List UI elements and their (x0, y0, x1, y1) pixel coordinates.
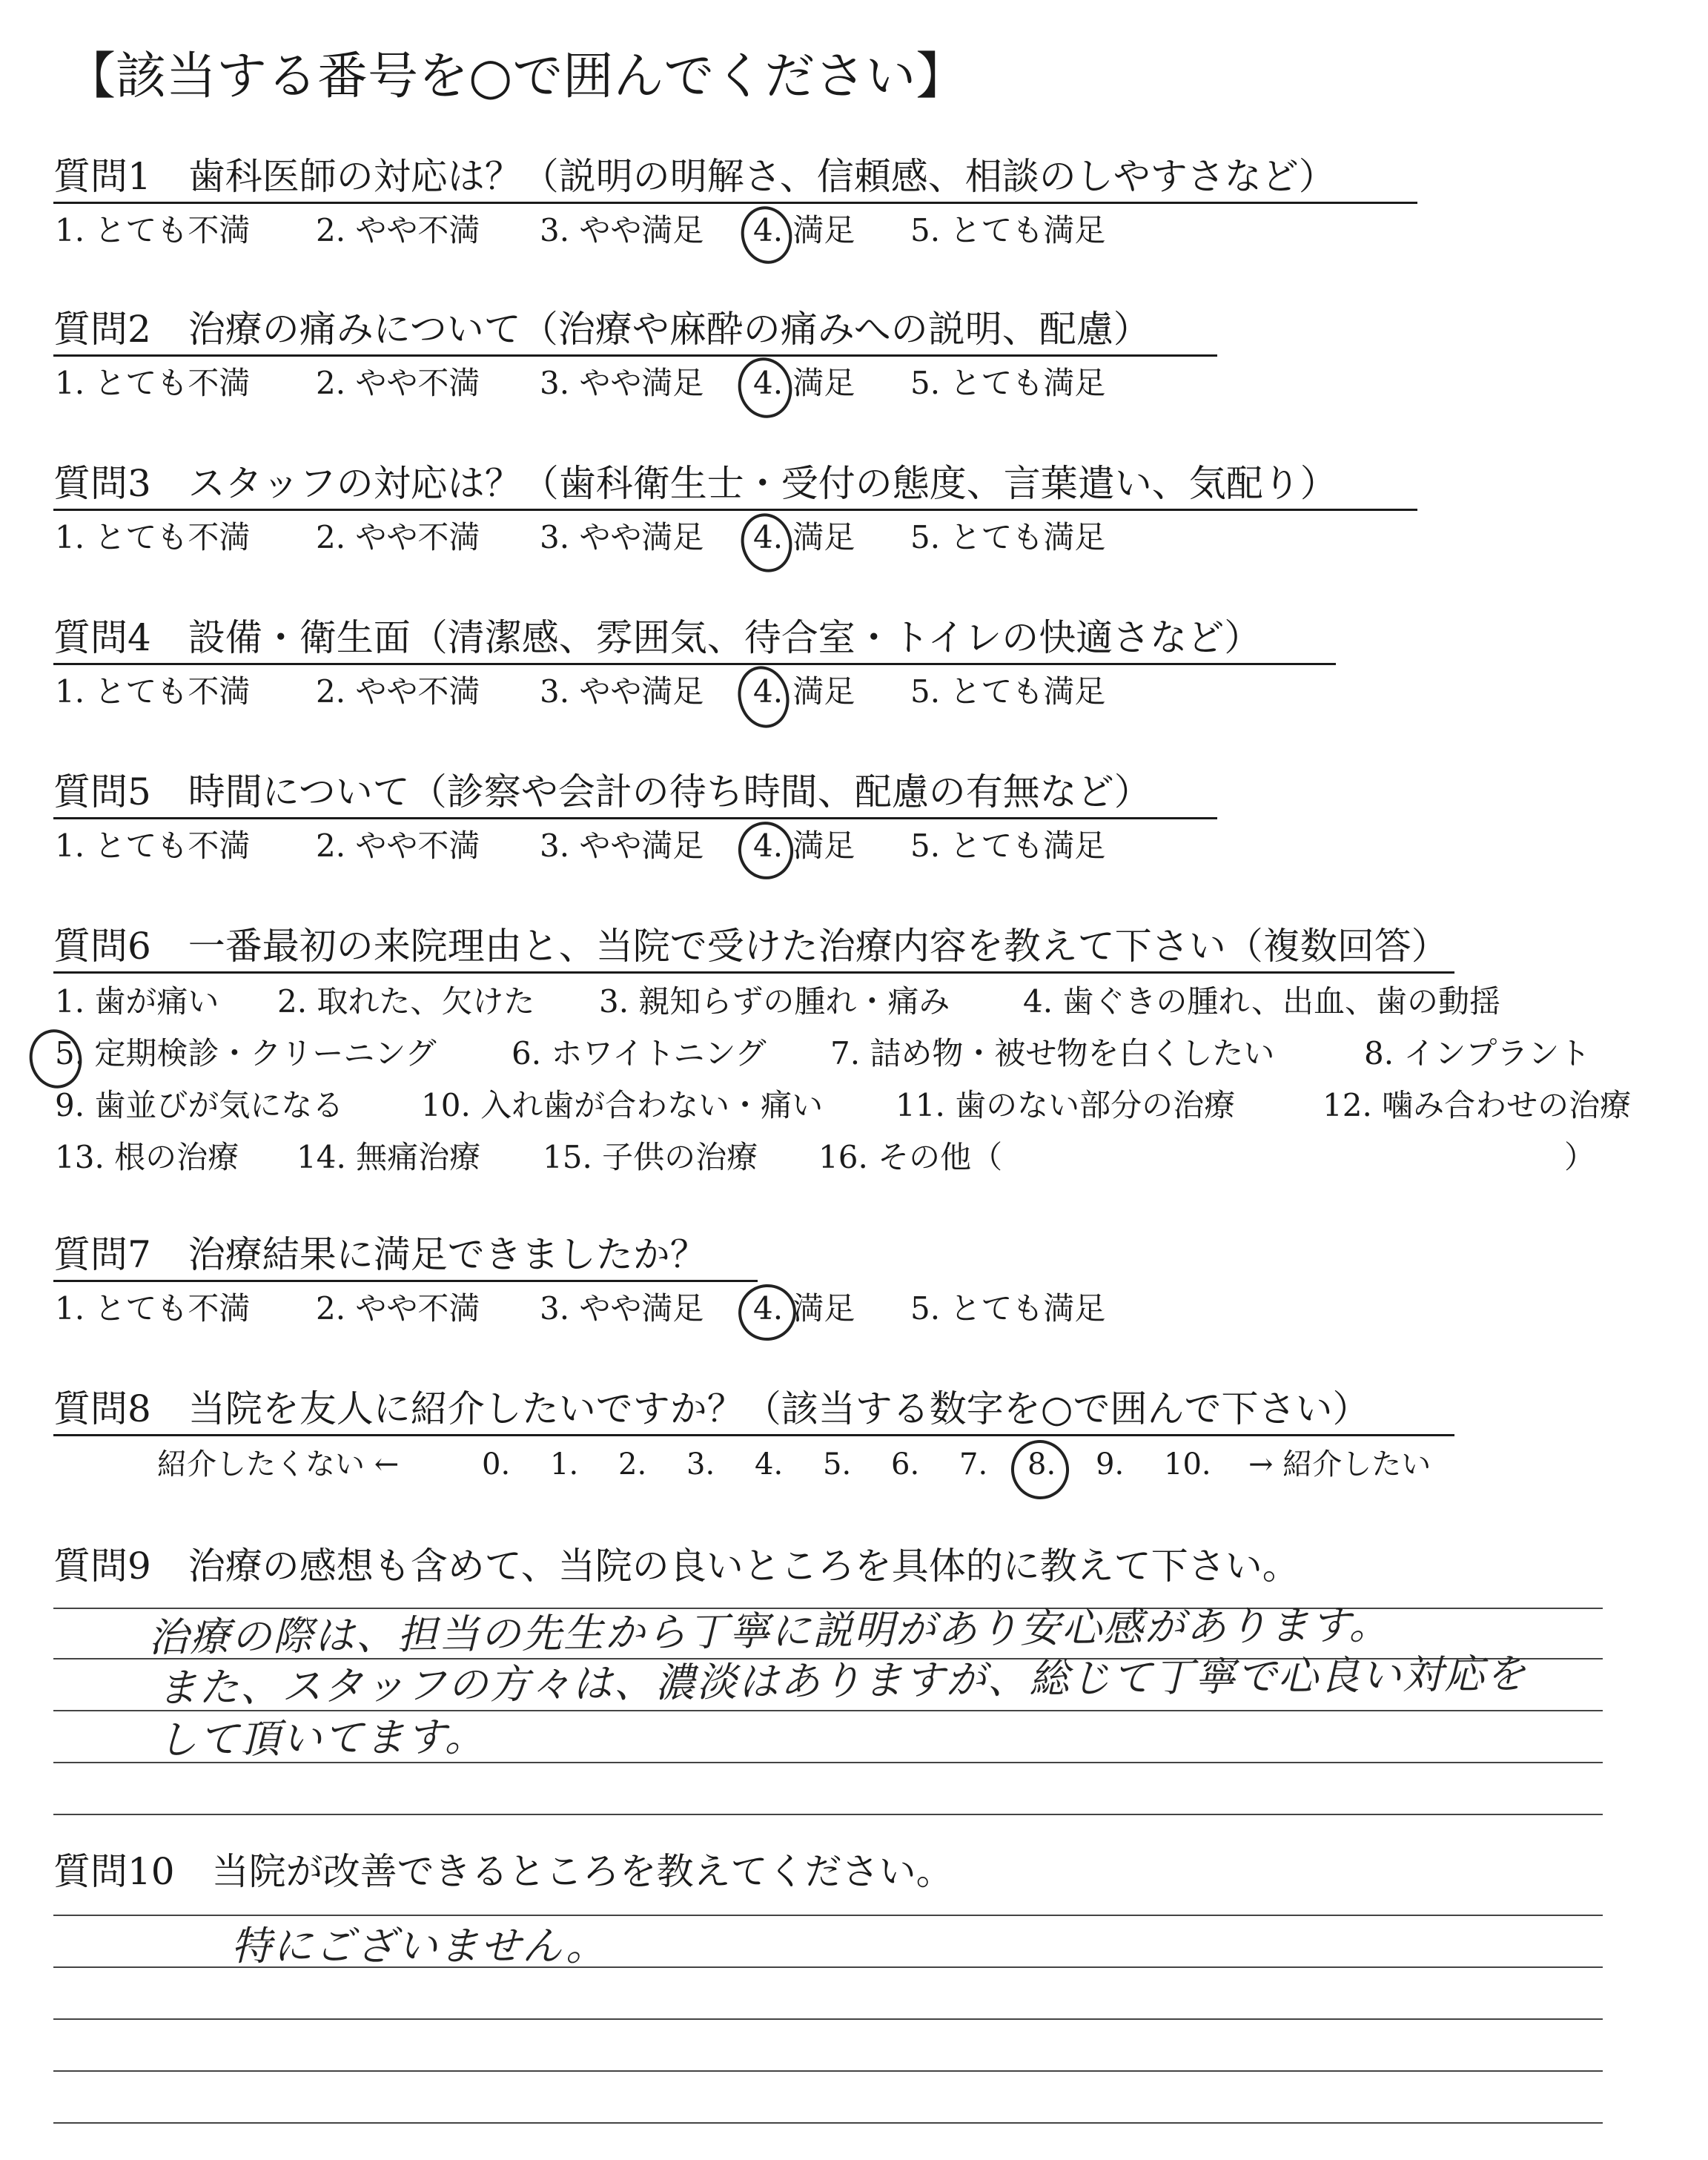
q8-underline (53, 1434, 1454, 1436)
q8-value-1[interactable]: 1. (550, 1447, 579, 1482)
q8-value-9[interactable]: 9. (1096, 1447, 1125, 1482)
q10-answer-rule (53, 2122, 1603, 2124)
q2-option-4[interactable]: 4. 満足 (753, 365, 855, 401)
q6-option-14[interactable]: 14. 無痛治療 (297, 1139, 481, 1175)
q5-underline (53, 817, 1217, 819)
q3-title: 質問3 スタッフの対応は？（歯科衛生士・受付の態度、言葉遣い、気配り） (53, 462, 1337, 505)
q9-answer-rule (53, 1814, 1603, 1815)
q4-selected-circle (732, 661, 795, 733)
q3-option-3[interactable]: 3. やや満足 (540, 519, 704, 555)
q6-selected-circle (23, 1024, 87, 1094)
q8-value-3[interactable]: 3. (686, 1447, 715, 1482)
q6-option-13[interactable]: 13. 根の治療 (55, 1139, 239, 1175)
q6-option-4[interactable]: 4. 歯ぐきの腫れ、出血、歯の動揺 (1023, 983, 1500, 1020)
q10-answer-rule (53, 2070, 1603, 2072)
q5-option-4[interactable]: 4. 満足 (753, 828, 855, 864)
q8-scale-row (157, 1446, 1431, 1483)
q6-row-4 (55, 1139, 1595, 1176)
q6-option-10[interactable]: 10. 入れ歯が合わない・痛い (421, 1087, 824, 1123)
q8-right-label: → 紹介したい (1248, 1447, 1431, 1482)
q10-answer-rule (53, 1915, 1603, 1916)
q7-selected-circle (732, 1278, 802, 1347)
q2-option-1[interactable]: 1. とても不満 (55, 365, 251, 401)
q5-option-3[interactable]: 3. やや満足 (540, 828, 704, 864)
q3-option-2[interactable]: 2. やや不満 (316, 519, 480, 555)
q2-underline (53, 354, 1217, 357)
q1-option-3[interactable]: 3. やや満足 (540, 212, 704, 248)
q6-option-8[interactable]: 8. インプラント (1364, 1035, 1591, 1071)
q3-underline (53, 509, 1417, 511)
q8-value-5[interactable]: 5. (823, 1447, 852, 1482)
q8-value-4[interactable]: 4. (755, 1447, 784, 1482)
q4-options (55, 673, 1105, 710)
q9-answer-line-3: して頂いてます。 (156, 1713, 486, 1763)
q10-answer-rule (53, 2018, 1603, 2020)
q8-value-6[interactable]: 6. (891, 1447, 920, 1482)
q2-option-3[interactable]: 3. やや満足 (540, 365, 704, 401)
q9-answer-line-2: また、スタッフの方々は、濃淡はありますが、総じて丁寧で心良い対応を (156, 1650, 1528, 1711)
q8-title: 質問8 当院を友人に紹介したいですか？（該当する数字を○で囲んで下さい） (53, 1387, 1370, 1430)
q1-options (55, 212, 1105, 249)
q6-option-7[interactable]: 7. 詰め物・被せ物を白くしたい (830, 1035, 1275, 1071)
q6-row-2 (55, 1035, 1590, 1072)
q3-option-4[interactable]: 4. 満足 (753, 519, 855, 555)
q6-row-3 (55, 1087, 1631, 1124)
q7-underline (53, 1280, 758, 1282)
q8-value-0[interactable]: 0. (482, 1447, 511, 1482)
q4-option-1[interactable]: 1. とても不満 (55, 673, 251, 710)
q4-underline (53, 663, 1336, 665)
q4-option-4[interactable]: 4. 満足 (753, 673, 855, 710)
q5-selected-circle (733, 816, 799, 885)
q6-option-1[interactable]: 1. 歯が痛い (55, 983, 219, 1020)
q9-answer-rule (53, 1762, 1603, 1763)
q5-option-1[interactable]: 1. とても不満 (55, 828, 251, 864)
q6-option-6[interactable]: 6. ホワイトニング (512, 1035, 767, 1071)
q8-value-8[interactable]: 8. (1027, 1447, 1056, 1482)
q1-option-5[interactable]: 5. とても満足 (910, 212, 1106, 248)
q3-option-1[interactable]: 1. とても不満 (55, 519, 251, 555)
q3-option-5[interactable]: 5. とても満足 (910, 519, 1106, 555)
q4-option-3[interactable]: 3. やや満足 (540, 673, 704, 710)
q6-row-1 (55, 983, 1500, 1020)
q7-option-5[interactable]: 5. とても満足 (910, 1290, 1106, 1327)
q5-title: 質問5 時間について（診察や会計の待ち時間、配慮の有無など） (53, 770, 1151, 813)
q2-selected-circle (732, 352, 798, 424)
q3-options (55, 519, 1105, 556)
q9-answer-rule (53, 1710, 1603, 1711)
q2-title: 質問2 治療の痛みについて（治療や麻酔の痛みへの説明、配慮） (53, 308, 1151, 351)
q6-title: 質問6 一番最初の来院理由と、当院で受けた治療内容を教えて下さい（複数回答） (53, 925, 1449, 968)
q8-left-label: 紹介したくない ← (157, 1447, 400, 1482)
q4-option-5[interactable]: 5. とても満足 (910, 673, 1106, 710)
q8-value-10[interactable]: 10. (1164, 1447, 1211, 1482)
q1-option-1[interactable]: 1. とても不満 (55, 212, 251, 248)
q7-option-1[interactable]: 1. とても不満 (55, 1290, 251, 1327)
q1-underline (53, 202, 1417, 204)
q7-title: 質問7 治療結果に満足できましたか？ (53, 1233, 707, 1276)
q1-selected-circle (735, 201, 798, 269)
q5-options (55, 828, 1105, 865)
q1-option-2[interactable]: 2. やや不満 (316, 212, 480, 248)
q4-title: 質問4 設備・衛生面（清潔感、雰囲気、待合室・トイレの快適さなど） (53, 616, 1262, 659)
q4-option-2[interactable]: 2. やや不満 (316, 673, 480, 710)
q1-title: 質問1 歯科医師の対応は？（説明の明解さ、信頼感、相談のしやすさなど） (53, 155, 1336, 198)
q6-option-2[interactable]: 2. 取れた、欠けた (277, 983, 535, 1020)
q8-value-7[interactable]: 7. (959, 1447, 988, 1482)
q2-option-2[interactable]: 2. やや不満 (316, 365, 480, 401)
q8-value-2[interactable]: 2. (618, 1447, 647, 1482)
q5-option-5[interactable]: 5. とても満足 (910, 828, 1106, 864)
q6-option-12[interactable]: 12. 噛み合わせの治療 (1323, 1087, 1632, 1123)
q2-option-5[interactable]: 5. とても満足 (910, 365, 1106, 401)
q6-underline (53, 971, 1454, 974)
q1-option-4[interactable]: 4. 満足 (753, 212, 855, 248)
q6-option-15[interactable]: 15. 子供の治療 (543, 1139, 758, 1175)
q7-option-4[interactable]: 4. 満足 (753, 1290, 855, 1327)
q10-title: 質問10 当院が改善できるところを教えてください。 (53, 1850, 953, 1893)
q2-options (55, 365, 1105, 402)
q6-option-3[interactable]: 3. 親知らずの腫れ・痛み (599, 983, 950, 1020)
q6-option-16-close: ） (1564, 1139, 1596, 1175)
q6-option-9[interactable]: 9. 歯並びが気になる (55, 1087, 344, 1123)
q5-option-2[interactable]: 2. やや不満 (316, 828, 480, 864)
q7-option-3[interactable]: 3. やや満足 (540, 1290, 704, 1327)
q6-option-16[interactable]: 16. その他（ (818, 1139, 1003, 1175)
q6-option-11[interactable]: 11. 歯のない部分の治療 (896, 1087, 1236, 1123)
q7-options (55, 1290, 1105, 1327)
q10-answer-line-1: 特にございません。 (231, 1923, 608, 1969)
q9-answer-line-1: 治療の際は、担当の先生から丁寧に説明があり安心感があります。 (148, 1601, 1391, 1661)
q9-title: 質問9 治療の感想も含めて、当院の良いところを具体的に教えて下さい。 (53, 1545, 1300, 1588)
form-title: 【該当する番号を○で囲んでください】 (65, 47, 967, 106)
q6-option-5[interactable]: 5. 定期検診・クリーニング (55, 1035, 437, 1071)
q7-option-2[interactable]: 2. やや不満 (316, 1290, 480, 1327)
